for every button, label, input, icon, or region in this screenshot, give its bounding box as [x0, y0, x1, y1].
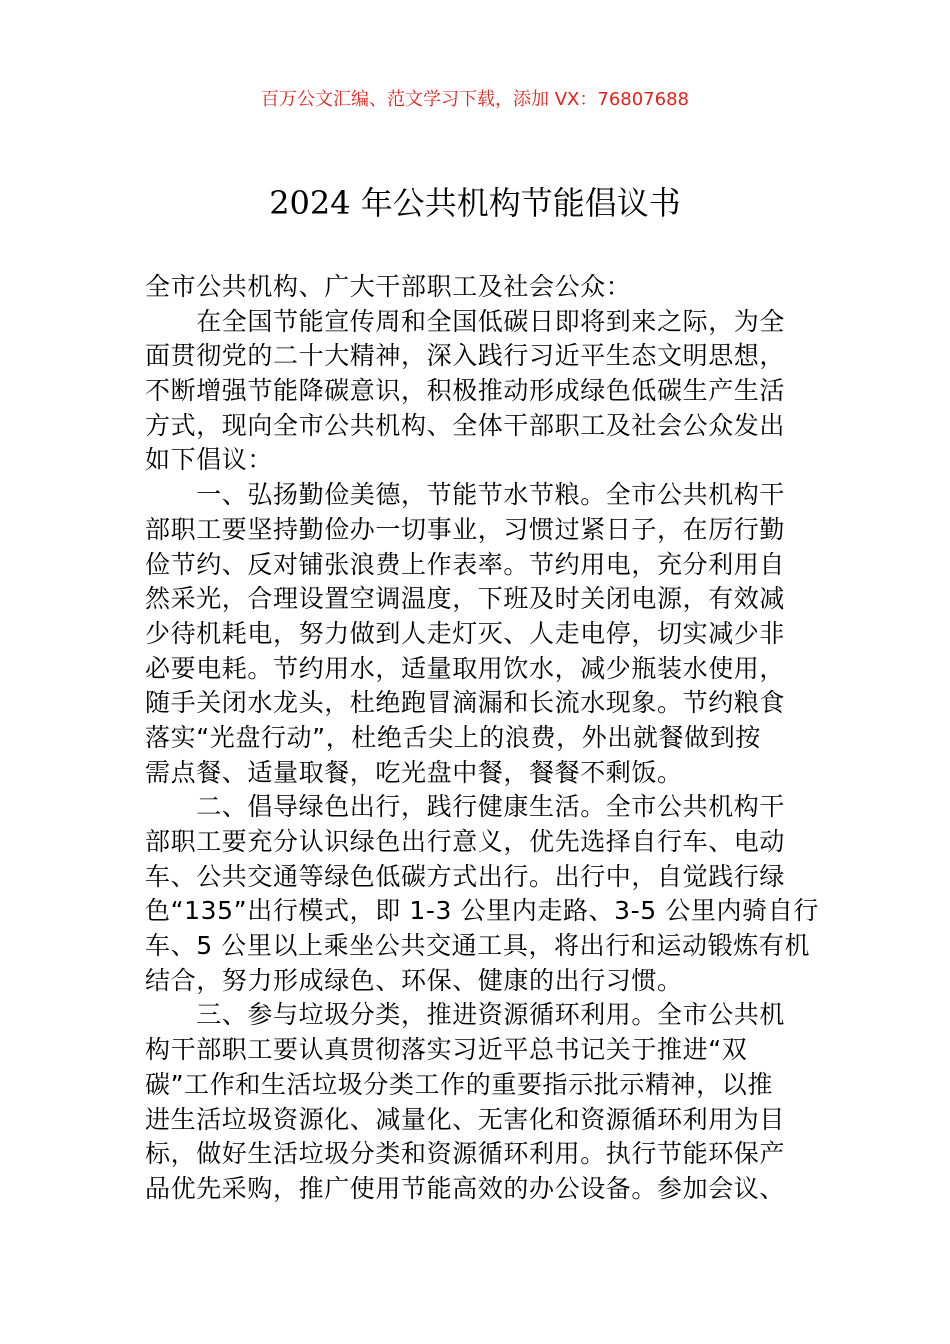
text-line: 标，做好生活垃圾分类和资源循环利用。执行节能环保产	[145, 1139, 786, 1169]
text-line: 一、弘扬勤俭美德，节能节水节粮。全市公共机构干	[145, 480, 786, 510]
text-line: 部职工要坚持勤俭办一切事业，习惯过紧日子，在厉行勤	[145, 514, 786, 544]
text-line: 需点餐、适量取餐，吃光盘中餐，餐餐不剩饭。	[145, 757, 683, 787]
text-line: 在全国节能宣传周和全国低碳日即将到来之际，为全	[145, 306, 786, 336]
text-line: 必要电耗。节约用水，适量取用饮水，减少瓶装水使用，	[145, 653, 786, 683]
text-line: 车、公共交通等绿色低碳方式出行。出行中，自觉践行绿	[145, 861, 786, 891]
text-line: 方式，现向全市公共机构、全体干部职工及社会公众发出	[145, 410, 786, 440]
text-line: 落实“光盘行动”，杜绝舌尖上的浪费，外出就餐做到按	[145, 722, 761, 752]
text-line: 车、5 公里以上乘坐公共交通工具，将出行和运动锻炼有机	[145, 931, 811, 961]
text-line: 品优先采购，推广使用节能高效的办公设备。参加会议、	[145, 1173, 786, 1203]
text-line: 随手关闭水龙头，杜绝跑冒滴漏和长流水现象。节约粮食	[145, 688, 786, 718]
document-title: 2024 年公共机构节能倡议书	[269, 184, 681, 222]
text-line: 全市公共机构、广大干部职工及社会公众：	[145, 272, 632, 301]
text-line: 三、参与垃圾分类，推进资源循环利用。全市公共机	[145, 1000, 786, 1030]
text-line: 结合，努力形成绿色、环保、健康的出行习惯。	[145, 965, 683, 995]
text-line: 不断增强节能降碳意识，积极推动形成绿色低碳生产生活	[145, 376, 786, 406]
text-line: 进生活垃圾资源化、减量化、无害化和资源循环利用为目	[145, 1104, 786, 1134]
header-note: 百万公文汇编、范文学习下载，添加 VX：76807688	[261, 89, 689, 110]
text-line: 二、倡导绿色出行，践行健康生活。全市公共机构干	[145, 792, 786, 822]
text-line: 面贯彻党的二十大精神，深入践行习近平生态文明思想，	[145, 341, 786, 371]
text-line: 少待机耗电，努力做到人走灯灭、人走电停，切实减少非	[145, 618, 786, 648]
text-line: 俭节约、反对铺张浪费上作表率。节约用电，充分利用自	[145, 549, 786, 579]
text-line: 然采光，合理设置空调温度，下班及时关闭电源，有效减	[145, 584, 786, 614]
text-line: 碳”工作和生活垃圾分类工作的重要指示批示精神，以推	[145, 1069, 773, 1099]
text-line: 部职工要充分认识绿色出行意义，优先选择自行车、电动	[145, 827, 786, 856]
text-line: 构干部职工要认真贯彻落实习近平总书记关于推进“双	[145, 1035, 748, 1065]
text-line: 色“135”出行模式，即 1-3 公里内走路、3-5 公里内骑自行	[145, 896, 819, 926]
text-line: 如下倡议：	[145, 445, 274, 475]
document-body	[145, 270, 819, 1207]
